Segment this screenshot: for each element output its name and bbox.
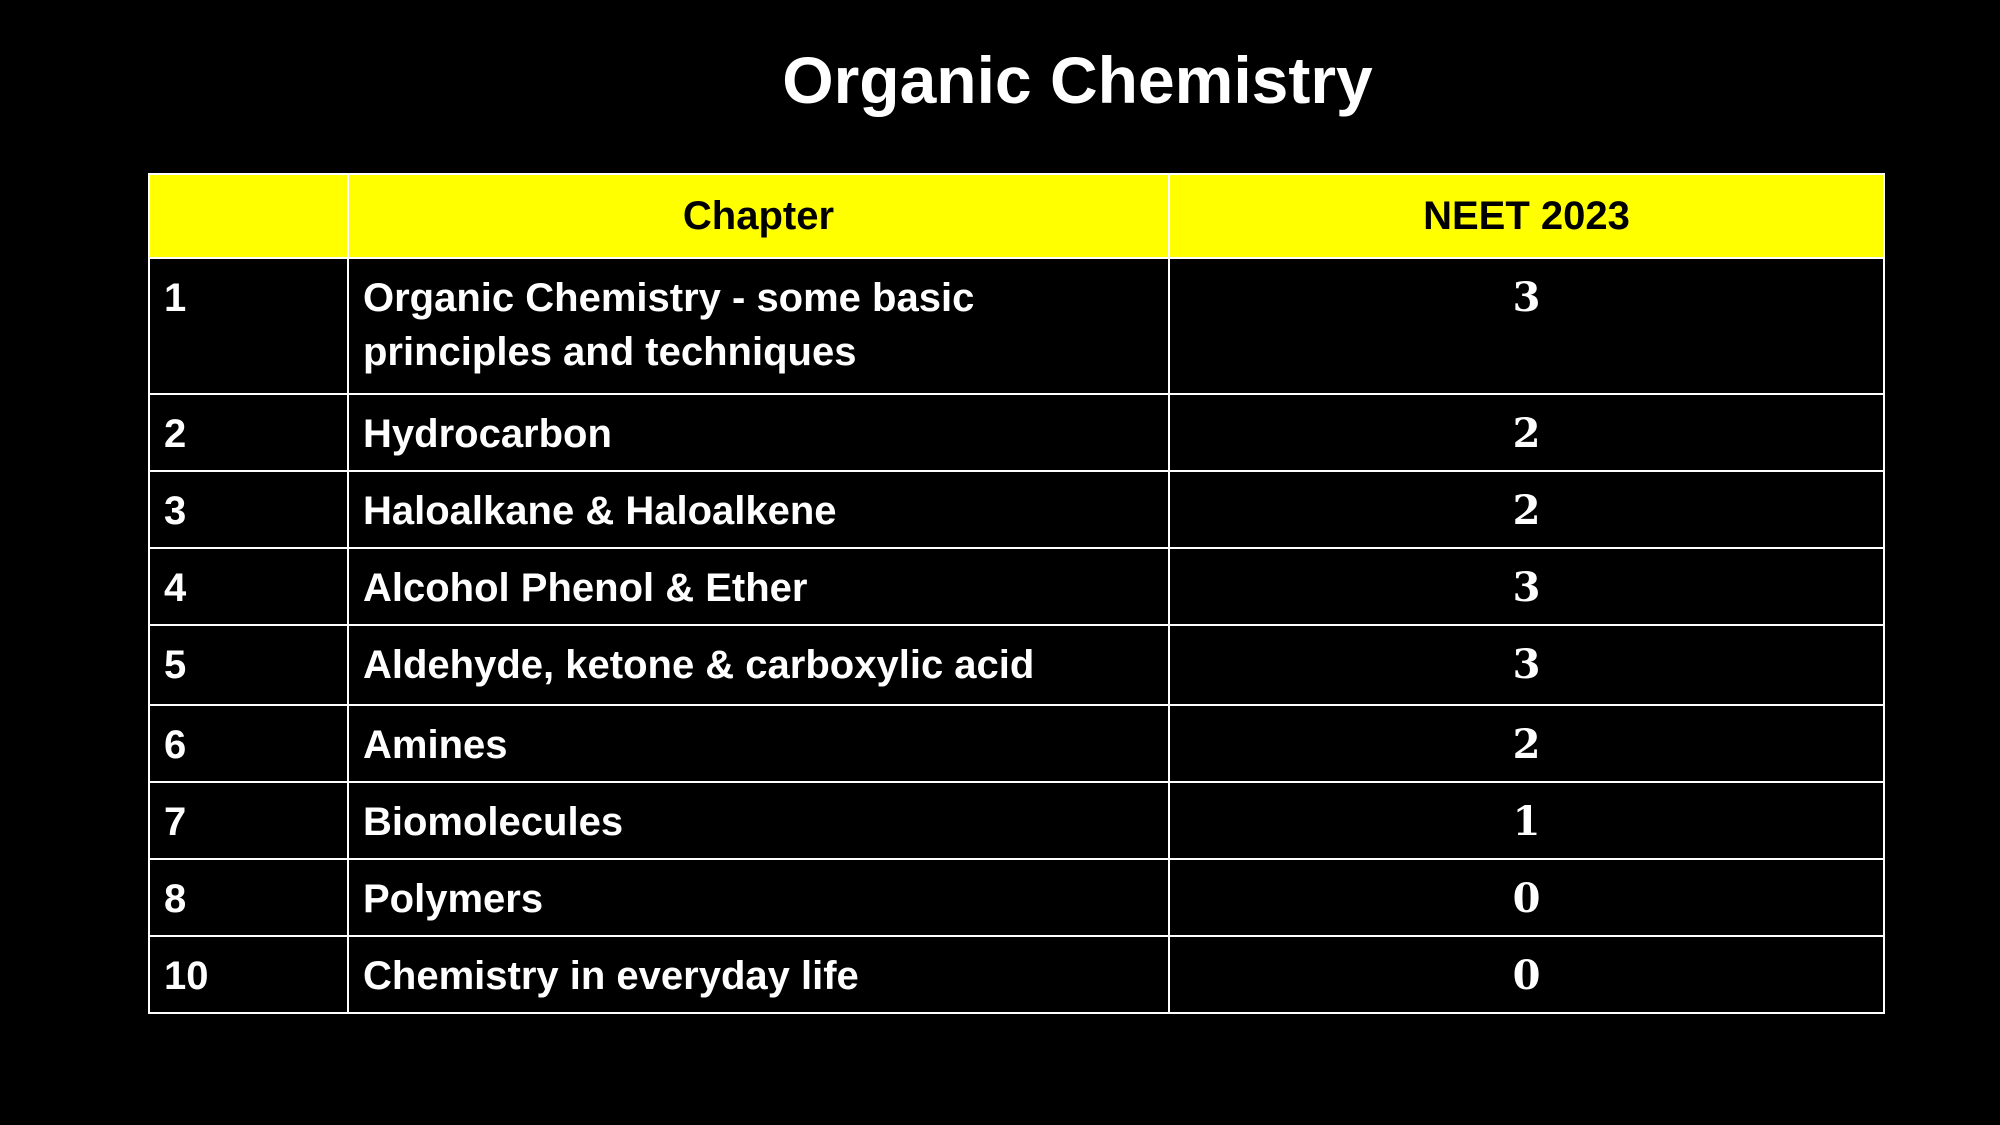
table-row — [149, 705, 1884, 782]
table-row — [149, 548, 1884, 625]
question-count: 0 — [1169, 936, 1884, 1013]
question-count: 2 — [1169, 394, 1884, 471]
chapter-name: Organic Chemistry - some basic principles and techniques — [348, 258, 1169, 394]
question-count: 2 — [1169, 471, 1884, 548]
question-count: 3 — [1169, 625, 1884, 705]
question-count: 3 — [1169, 548, 1884, 625]
row-number: 1 — [149, 258, 348, 394]
row-number: 7 — [149, 782, 348, 859]
chapter-name: Amines — [348, 705, 1169, 782]
header-chapter: Chapter — [348, 174, 1169, 258]
row-number: 2 — [149, 394, 348, 471]
chapter-name: Polymers — [348, 859, 1169, 936]
row-number: 5 — [149, 625, 348, 705]
question-count: 2 — [1169, 705, 1884, 782]
row-number: 4 — [149, 548, 348, 625]
row-number: 6 — [149, 705, 348, 782]
chapter-name: Chemistry in everyday life — [348, 936, 1169, 1013]
chapter-name: Aldehyde, ketone & carboxylic acid — [348, 625, 1169, 705]
chapter-name: Haloalkane & Haloalkene — [348, 471, 1169, 548]
table-row — [149, 782, 1884, 859]
table-row — [149, 936, 1884, 1013]
table-row — [149, 625, 1884, 705]
table-row — [149, 394, 1884, 471]
row-number: 10 — [149, 936, 348, 1013]
table-row — [149, 859, 1884, 936]
question-count: 3 — [1169, 258, 1884, 394]
header-neet-2023: NEET 2023 — [1169, 174, 1884, 258]
question-count: 1 — [1169, 782, 1884, 859]
table-row — [149, 471, 1884, 548]
slide-title: Organic Chemistry — [782, 43, 1373, 117]
row-number: 3 — [149, 471, 348, 548]
table-row — [149, 258, 1884, 394]
chapter-table — [148, 173, 1885, 1014]
chapter-name: Alcohol Phenol & Ether — [348, 548, 1169, 625]
chapter-name: Hydrocarbon — [348, 394, 1169, 471]
header-index — [149, 174, 348, 258]
table-header-row — [149, 174, 1884, 258]
chapter-name: Biomolecules — [348, 782, 1169, 859]
row-number: 8 — [149, 859, 348, 936]
question-count: 0 — [1169, 859, 1884, 936]
